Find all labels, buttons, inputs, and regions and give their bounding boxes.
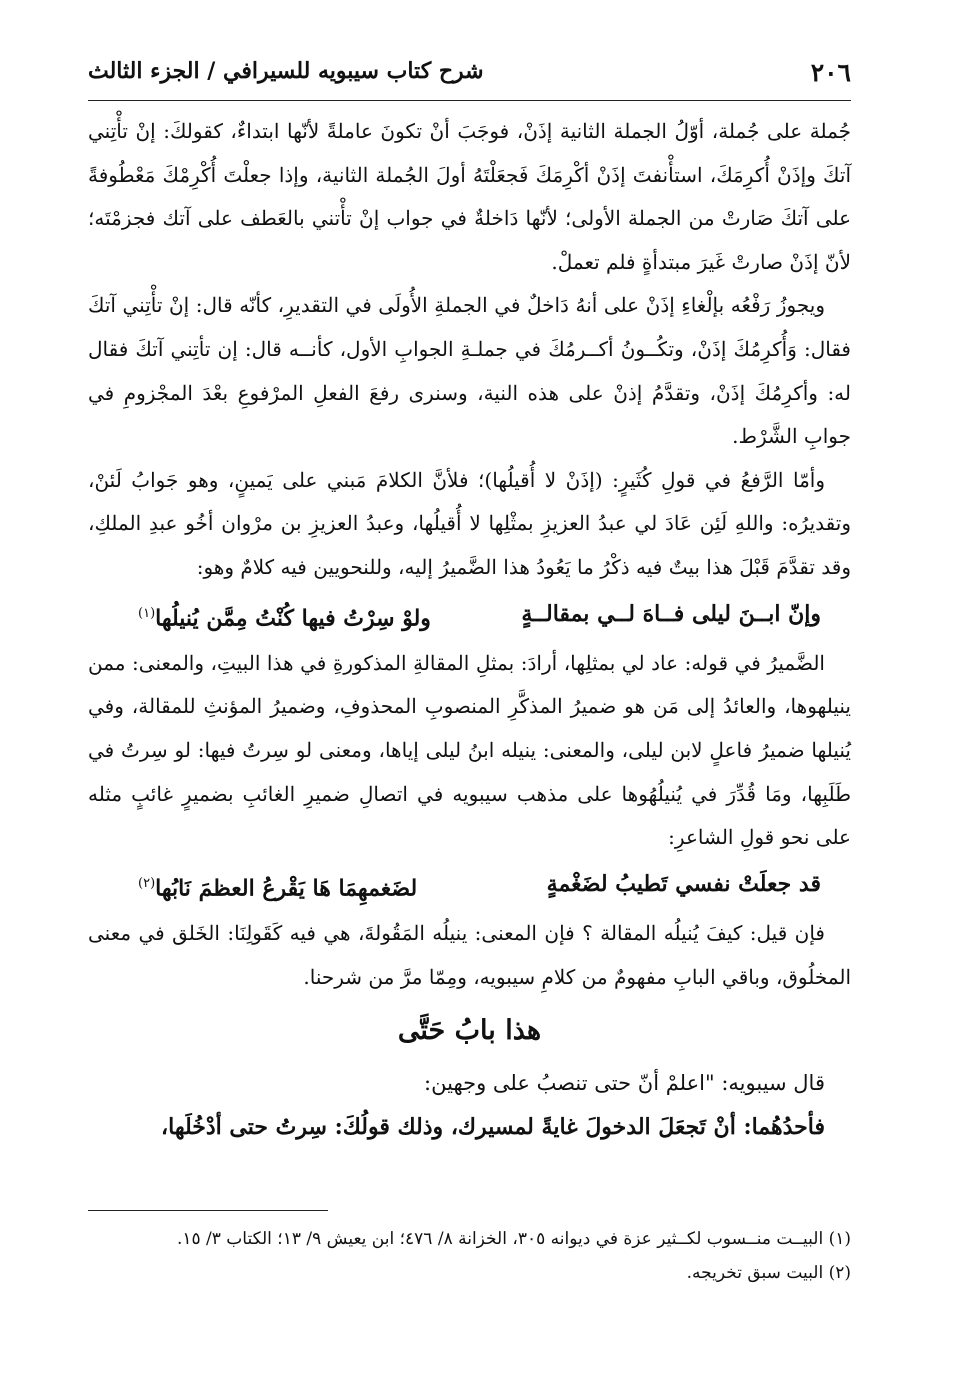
first-aspect-text: فأحدُهُما: أنْ تَجعَلَ الدخولَ غايةً لمسيرك، وذلك قولُكَ: سِرتُ حتى أدْخُلَها،: [161, 1114, 825, 1141]
verse-1-second-hemistich-wrap: [138, 590, 431, 642]
section-title: هذا بابُ حَتَّى: [397, 1015, 542, 1047]
paragraph-4: الضَّميرُ في قوله: عاد لي بمثلِها، أرادَ: بمثلِ المقالةِ المذكورةِ في هذا البيتِ، والمعنى: ممن ينيلهوها، والعائدُ إلى مَن هو ضميرُ المذكَّرِ المنصوبِ المحذوفِ، وضميرُ المؤنثِ للمقالة، وفي يُنيلها ضميرُ فاعلٍ لابن ليلى، والمعنى: ينيله ابنُ ليلى إياها، ومعنى لو سِرتُ فيها: لو سِرتُ في طَلَبِها، ومَا قُدِّرَ في يُنيلُهُوها على مذهب سيبويه في اتصالِ ضميرِ الغائبِ بضميرٍ غائبٍ مثله على نحو قولِ الشاعرِ:: [88, 650, 851, 850]
footnote-ref-1: (١): [138, 605, 156, 621]
verse-1: [88, 590, 851, 642]
paragraph-1: جُملة على جُملة، أوّلُ الجملة الثانية إذَنْ، فوجَبَ أنْ تكونَ عاملةً لأنّها ابتداءٌ، كقولكَ: إنْ تأْتِني آتكَ وإذَنْ أُكرِمَكَ، استأْنفتَ إذَنْ أكْرِمَكَ فَجعَلْتَهُ أولَ الجُملة الثانية، وإذا جعلْتَ أُكْرِمْكَ مَعْطُوفةً على آتكَ صَارتْ من الجملة الأولى؛ لأنّها دَاخلةٌ في جواب إنْ تأْتني بالعَطف على آتك فجزمْتَه؛ لأنّ إذَنْ صارتْ غَيرَ مبتدأةٍ فلم تعملْ.: [88, 119, 851, 274]
sibawayh-quote: قال سيبويه: "اعلمْ أنّ حتى تنصبُ على وجهين:: [424, 1071, 825, 1096]
page-header: [88, 58, 851, 94]
footnote-1: (١) البيــت منــسوب لكــثير عزة في ديوانه ٣٠٥، الخزانة ٨/ ٤٧٦؛ ابن يعيش ٩/ ١٣؛ الكتاب ٣/ ١٥.: [176, 1229, 851, 1249]
footnote-ref-2: (٢): [138, 875, 156, 891]
page-number: ٢٠٦: [810, 58, 851, 87]
verse-2-second-hemistich-wrap: [138, 860, 417, 912]
verse-2-first-hemistich: قد جعلَتْ نفسي تَطيبُ لضَغْمةٍ: [546, 870, 821, 897]
main-text: [88, 110, 851, 1149]
footnote-separator: [88, 1210, 328, 1211]
footnote-2: (٢) البيت سبق تخريجه.: [686, 1263, 851, 1283]
verse-2-second-hemistich: لضَغمهِمَا هَا يَقْرعُ العظمَ نَابُها: [155, 875, 418, 902]
paragraph-2: ويجوزُ رَفْعُه بإلْغاءِ إذَنْ على أنهُ دَاخلٌ في الجملةِ الأُولَى في التقديرِ، كأنّه قال: إنْ تأْتِني آتكَ فقال: وَأُكرِمُكَ إذَنْ، وتكُــونُ أكــرمُكَ في جملـةِ الجوابِ الأول، كأنــه قال: إن تأتِني آتكَ فقال له: وأكرِمُكَ إذَنْ، وتقدَّمُ إذنْ على هذه النية، وسنرى رفعَ الفعلِ المرْفوعِ بعْدَ المجْزومِ في جوابِ الشَّرْط.: [88, 293, 851, 449]
running-title: شرح كتاب سيبويه للسيرافي / الجزء الثالث: [88, 58, 484, 84]
paragraph-3: وأمّا الرَّفعُ في قولِ كُثَيرٍ: (إذَنْ لا أُقيلُها)؛ فلأنَّ الكلامَ مَبني على يَمينٍ، وهو جَوابُ لَئنْ، وتقديرُه: واللهِ لَئِن عَادَ لي عبدُ العزيزِ بمثْلِها لا أُقيلُها، وعبدُ العزيزِ بن مرْوان أخُو عبدِ الملكِ، وقد تقدَّمَ قَبْلَ هذا بيتٌ فيه ذكْرُ ما يَعُودُ هذا الضَّميرُ إليه، وللنحويين فيه كلامٌ وهو:: [88, 467, 851, 579]
header-rule: [88, 100, 851, 101]
footnotes: [88, 1222, 851, 1290]
verse-1-second-hemistich: ولوْ سِرْتُ فيها كُنْتُ مِمَّن يُنيلُها: [155, 604, 431, 631]
verse-1-first-hemistich: وإنّ ابــنَ ليلى فــاهَ لــي بمقالــةٍ: [521, 600, 821, 627]
paragraph-5: فإن قيل: كيفَ يُنيلُه المقالة ؟ فإن المعنى: ينيلُه المَقُولةَ، هي فيه كَقَولِنَا: الخَلق في معنى المخلُوق، وباقي البابِ مفهومٌ من كلامِ سيبويه، ومِمّا مرَّ من شرحنا.: [88, 921, 851, 989]
verse-2: [88, 860, 851, 912]
